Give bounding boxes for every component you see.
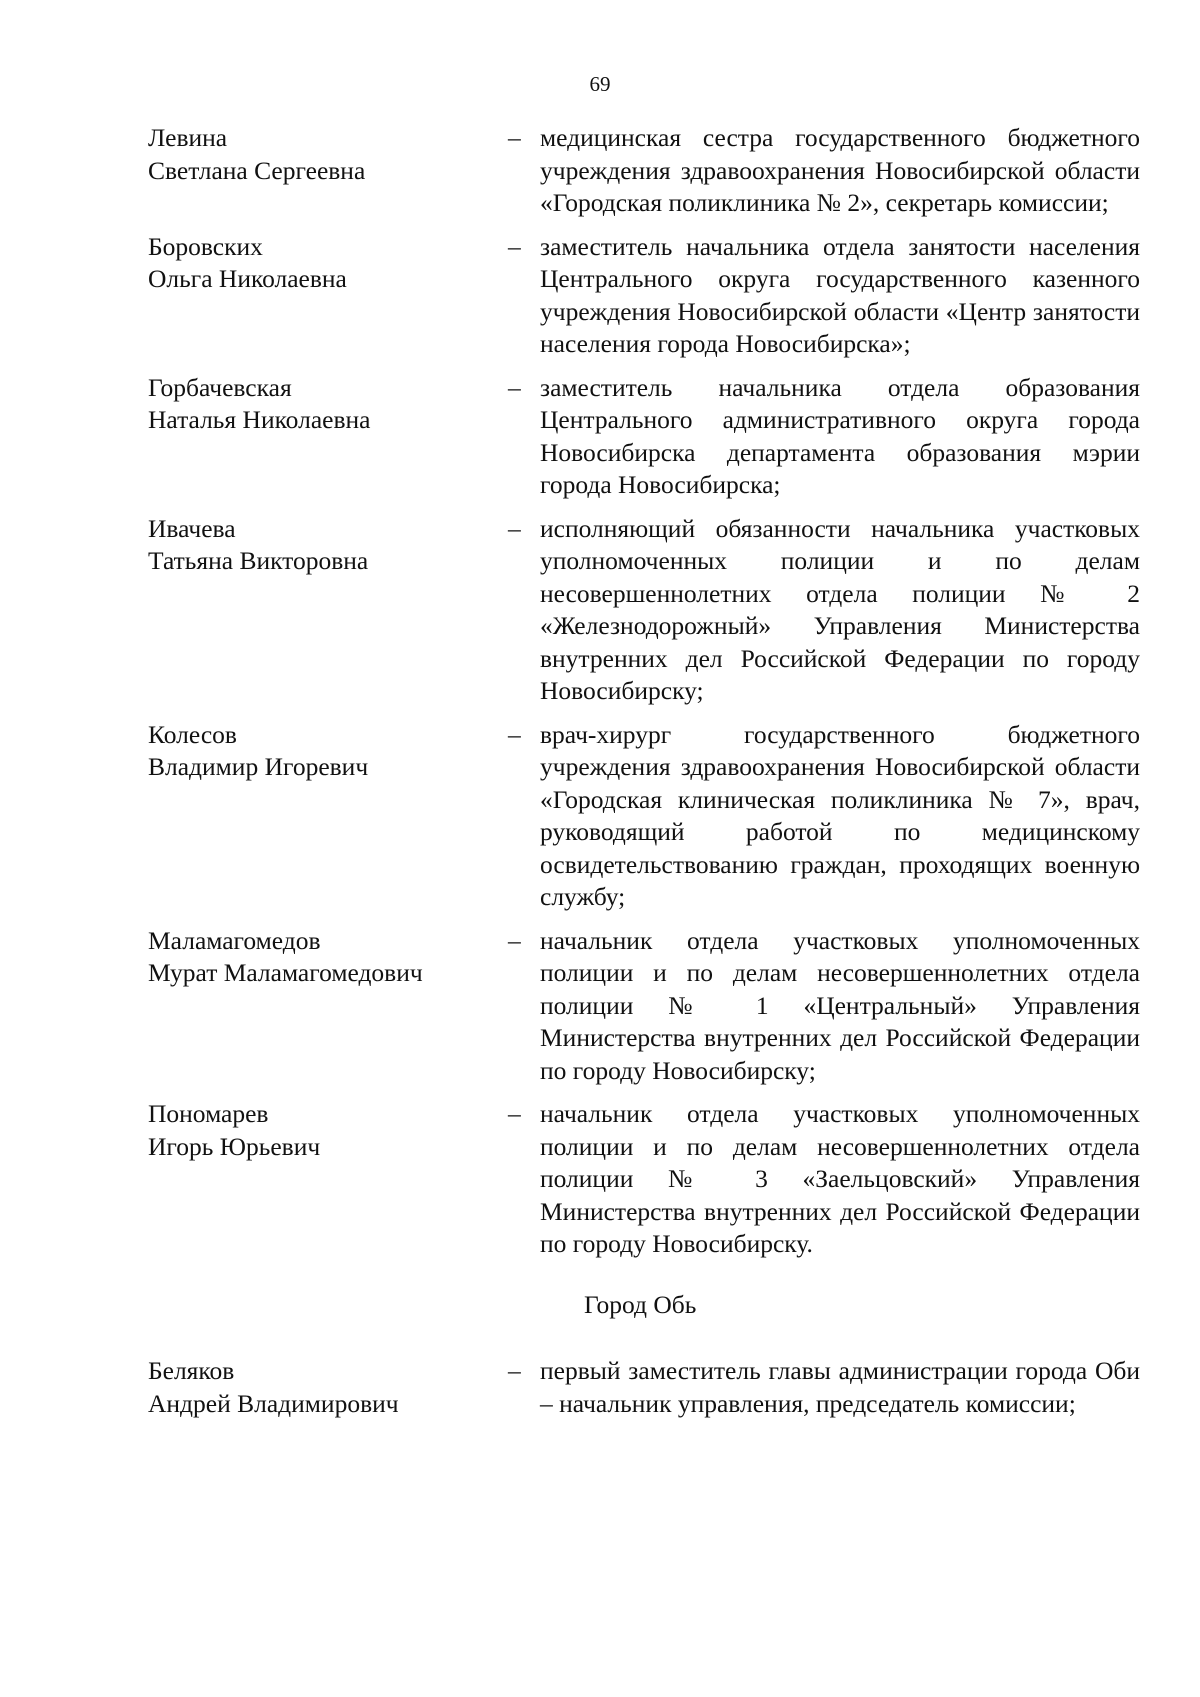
member-entry <box>148 122 1140 220</box>
member-entry <box>148 1355 1140 1420</box>
dash-separator: – <box>508 372 521 402</box>
member-name <box>148 372 508 502</box>
dash-separator: – <box>508 1356 521 1385</box>
member-role: начальник отдела участковых уполномоченных полиции и по делам несовершеннолетних отдела полиции № 3 «Заельцовский» Управления Министерства внутренних дел Российской Федерации по городу Новосибирску. <box>540 1099 1140 1258</box>
member-surname: Пономарев <box>148 1099 269 1128</box>
member-given-names: Андрей Владимирович <box>148 1388 399 1418</box>
page-number: 69 <box>589 72 611 96</box>
member-entry <box>148 513 1140 708</box>
dash-separator: – <box>508 123 521 152</box>
member-role: начальник отдела участковых уполномоченных полиции и по делам несовершеннолетних отдела полиции № 1 «Центральный» Управления Министерства внутренних дел Российской Федерации по городу Новосибирску; <box>540 925 1140 1085</box>
member-entry <box>148 231 1140 361</box>
member-given-names: Игорь Юрьевич <box>148 1131 321 1161</box>
dash-separator: – <box>508 513 521 543</box>
member-role: первый заместитель главы администрации города Оби – начальник управления, председатель комиссии; <box>540 1356 1140 1418</box>
member-entry <box>148 372 1140 502</box>
member-given-names: Светлана Сергеевна <box>148 155 366 185</box>
member-entry <box>148 1098 1140 1261</box>
member-surname: Левина <box>148 123 228 152</box>
member-given-names: Наталья Николаевна <box>148 405 371 434</box>
dash-separator: – <box>508 1099 521 1128</box>
member-name <box>148 1355 508 1420</box>
member-name <box>148 231 508 361</box>
member-given-names: Владимир Игоревич <box>148 752 369 781</box>
member-surname: Боровских <box>148 231 263 261</box>
member-name <box>148 513 508 708</box>
member-surname: Ивачева <box>148 513 236 543</box>
member-surname: Маламагомедов <box>148 925 321 955</box>
section-heading: Город Обь <box>584 1289 697 1319</box>
dash-separator: – <box>508 231 521 261</box>
member-role: врач-хирург государственного бюджетного учреждения здравоохранения Новосибирской области «Городская клиническая поликлиника № 7», врач, руководящий работой по медицинскому освидетельствованию граждан, проходящих военную службу; <box>540 719 1140 911</box>
member-given-names: Татьяна Викторовна <box>148 546 369 575</box>
member-role: заместитель начальника отдела занятости населения Центрального округа государственного казенного учреждения Новосибирской области «Центр занятости населения города Новосибирска»; <box>540 231 1140 358</box>
dash-separator: – <box>508 719 521 749</box>
member-name <box>148 122 508 220</box>
member-entry <box>148 925 1140 1088</box>
member-surname: Беляков <box>148 1356 235 1385</box>
member-name <box>148 925 508 1088</box>
member-given-names: Мурат Маламагомедович <box>148 958 423 987</box>
dash-separator: – <box>508 925 521 955</box>
member-entry <box>148 719 1140 914</box>
member-role: заместитель начальника отдела образования Центрального административного округа города Новосибирска департамента образования мэрии города Новосибирска; <box>540 372 1140 499</box>
member-role: медицинская сестра государственного бюджетного учреждения здравоохранения Новосибирской области «Городская поликлиника № 2», секретарь комиссии; <box>540 123 1140 217</box>
member-given-names: Ольга Николаевна <box>148 264 347 293</box>
member-role: исполняющий обязанности начальника участковых уполномоченных полиции и по делам несовершеннолетних отдела полиции № 2 «Железнодорожный» Управления Министерства внутренних дел Российской Федерации по городу Новосибирску; <box>540 513 1140 705</box>
member-surname: Колесов <box>148 719 237 749</box>
member-name <box>148 719 508 914</box>
member-name <box>148 1098 508 1261</box>
member-surname: Горбачевская <box>148 372 292 402</box>
commission-member-list <box>148 122 1140 1431</box>
